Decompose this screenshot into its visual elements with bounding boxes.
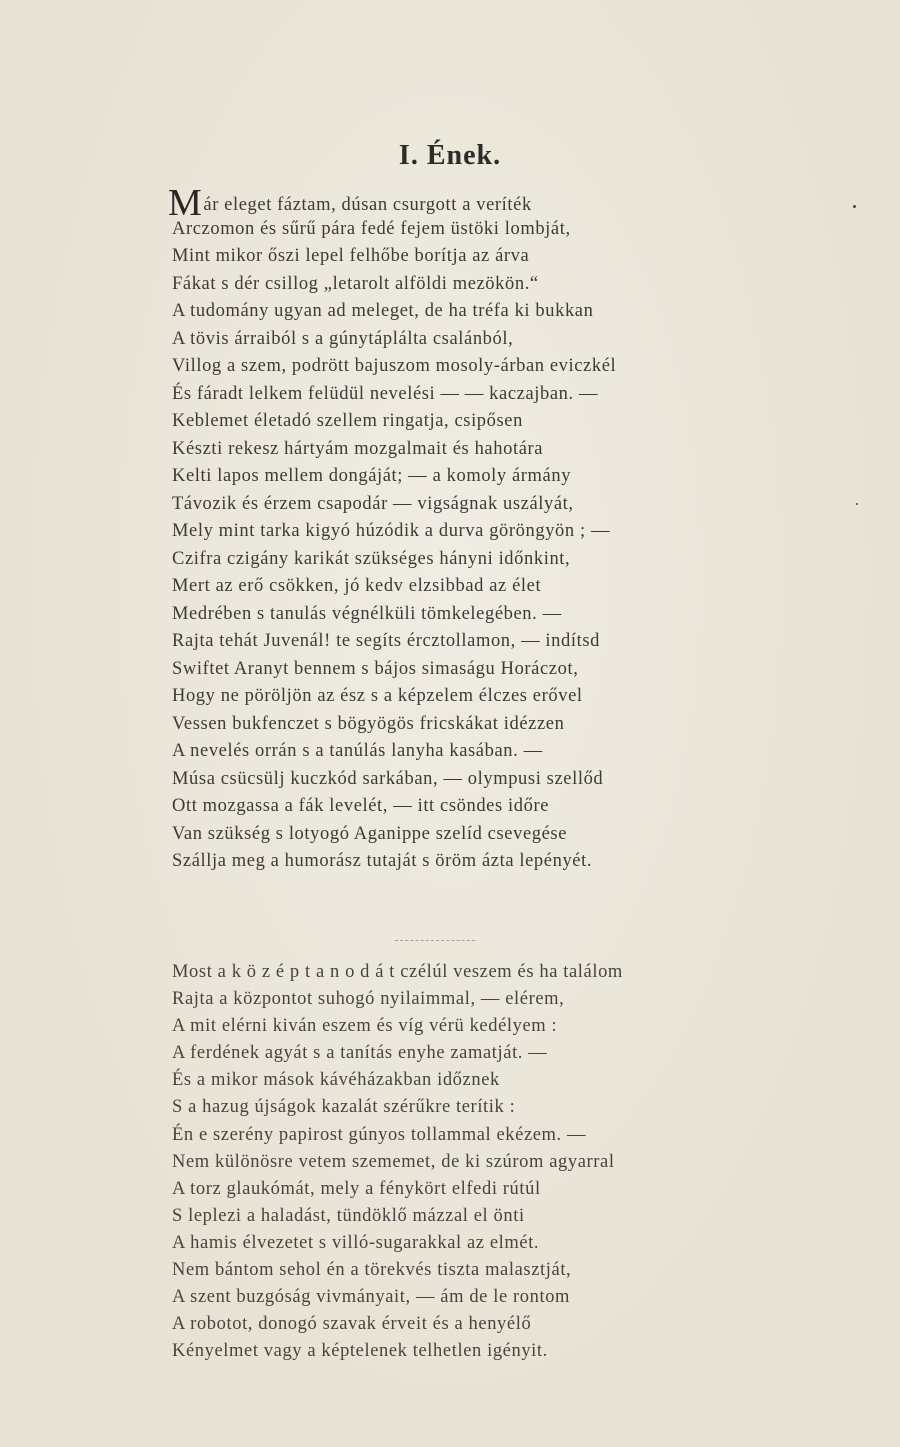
drop-cap: M: [168, 182, 203, 224]
poem-line: Mert az erő csökken, jó kedv elzsibbad az élet: [172, 576, 542, 596]
poem-line: A tövis árraiból s a gúnytáplálta csalánból,: [172, 328, 514, 349]
poem-line: Kényelmet vagy a képtelenek telhetlen igényit.: [172, 1341, 548, 1362]
poem-line: Mint mikor őszi lepel felhőbe borítja az árva: [172, 246, 530, 266]
poem-line: Kelti lapos mellem dongáját; — a komoly ármány: [172, 466, 572, 486]
section-divider: [395, 940, 475, 941]
ink-speck: [853, 205, 856, 208]
poem-line: [168, 182, 616, 224]
poem-line: Nem különösre vetem szememet, de ki szúrom agyarral: [172, 1151, 615, 1172]
poem-line: És fáradt lelkem felüdül nevelési — — kaczajban. —: [172, 383, 599, 404]
poem-line: A robotot, donogó szavak érveit és a henyélő: [172, 1314, 532, 1335]
poem-line: Villog a szem, podrött bajuszom mosoly-árban eviczkél: [172, 356, 617, 376]
poem-line: Ott mozgassa a fák levelét, — itt csöndes időre: [172, 796, 550, 816]
poem-line: Czifra czigány karikát szükséges hányni időnkint,: [172, 548, 571, 569]
poem-line: S a hazug újságok kazalát szérűkre terítik :: [172, 1097, 516, 1118]
poem-line: A nevelés orrán s a tanúlás lanyha kasában. —: [172, 741, 543, 761]
poem-line: Rajta tehát Juvenál! te segíts ércztollamon, — indítsd: [172, 631, 600, 651]
stanza-1: [168, 182, 617, 876]
poem-line: A ferdének agyát s a tanítás enyhe zamatját. —: [172, 1043, 548, 1064]
poem-line: Medrében s tanulás végnélküli tömkelegében. —: [172, 603, 562, 624]
poem-line: Mely mint tarka kigyó húzódik a durva göröngyön ; —: [172, 521, 611, 541]
poem-line: Van szükség s lotyogó Aganippe szelíd csevegése: [172, 823, 568, 844]
poem-line: Én e szerény papirost gúnyos tollammal ekézem. —: [172, 1124, 587, 1145]
poem-line: A torz glaukómát, mely a fénykört elfedi rútúl: [172, 1178, 541, 1199]
poem-line: A mit elérni kiván eszem és víg vérü kedélyem :: [172, 1016, 558, 1037]
poem-line: Nem bántom sehol én a törekvés tiszta malasztját,: [172, 1260, 572, 1281]
poem-line: Swiftet Aranyt bennem s bájos simaságu Horáczot,: [172, 658, 579, 679]
first-line-text: ár eleget fáztam, dúsan csurgott a veríték: [203, 195, 532, 215]
poem-line: Músa csücsülj kuczkód sarkában, — olympusi szellőd: [172, 768, 604, 789]
poem-line: Készti rekesz hártyám mozgalmait és hahotára: [172, 438, 544, 459]
poem-line: És a mikor mások kávéházakban időznek: [172, 1070, 500, 1091]
poem-line: Szállja meg a humorász tutaját s öröm ázta lepényét.: [172, 851, 593, 871]
poem-line: Távozik és érzem csapodár — vigságnak uszályát,: [172, 493, 574, 514]
poem-line: Most a k ö z é p t a n o d á t czélúl veszem és ha találom: [172, 962, 623, 982]
ink-speck: [856, 503, 858, 505]
poem-line: Vessen bukfenczet s bögyögös fricskákat idézzen: [172, 713, 565, 734]
poem-line: A tudomány ugyan ad meleget, de ha tréfa ki bukkan: [172, 301, 594, 321]
poem-line: A szent buzgóság vivmányait, — ám de le rontom: [172, 1287, 571, 1308]
poem-line: Fákat s dér csillog „letarolt alföldi mezökön.“: [172, 273, 539, 294]
page-title: I. Ének.: [398, 140, 502, 171]
poem-line: Rajta a központot suhogó nyilaimmal, — elérem,: [172, 989, 565, 1010]
poem-line: A hamis élvezetet s villó-sugarakkal az elmét.: [172, 1232, 540, 1253]
poem-line: Keblemet életadó szellem ringatja, csipősen: [172, 411, 523, 431]
poem-line: Arczomon és sűrű pára fedé fejem üstöki lombját,: [172, 218, 571, 239]
poem-line: Hogy ne pöröljön az ész s a képzelem élczes erővel: [172, 686, 583, 706]
poem-line: S leplezi a haladást, tündöklő mázzal el önti: [172, 1205, 525, 1226]
stanza-2: [172, 959, 623, 1365]
